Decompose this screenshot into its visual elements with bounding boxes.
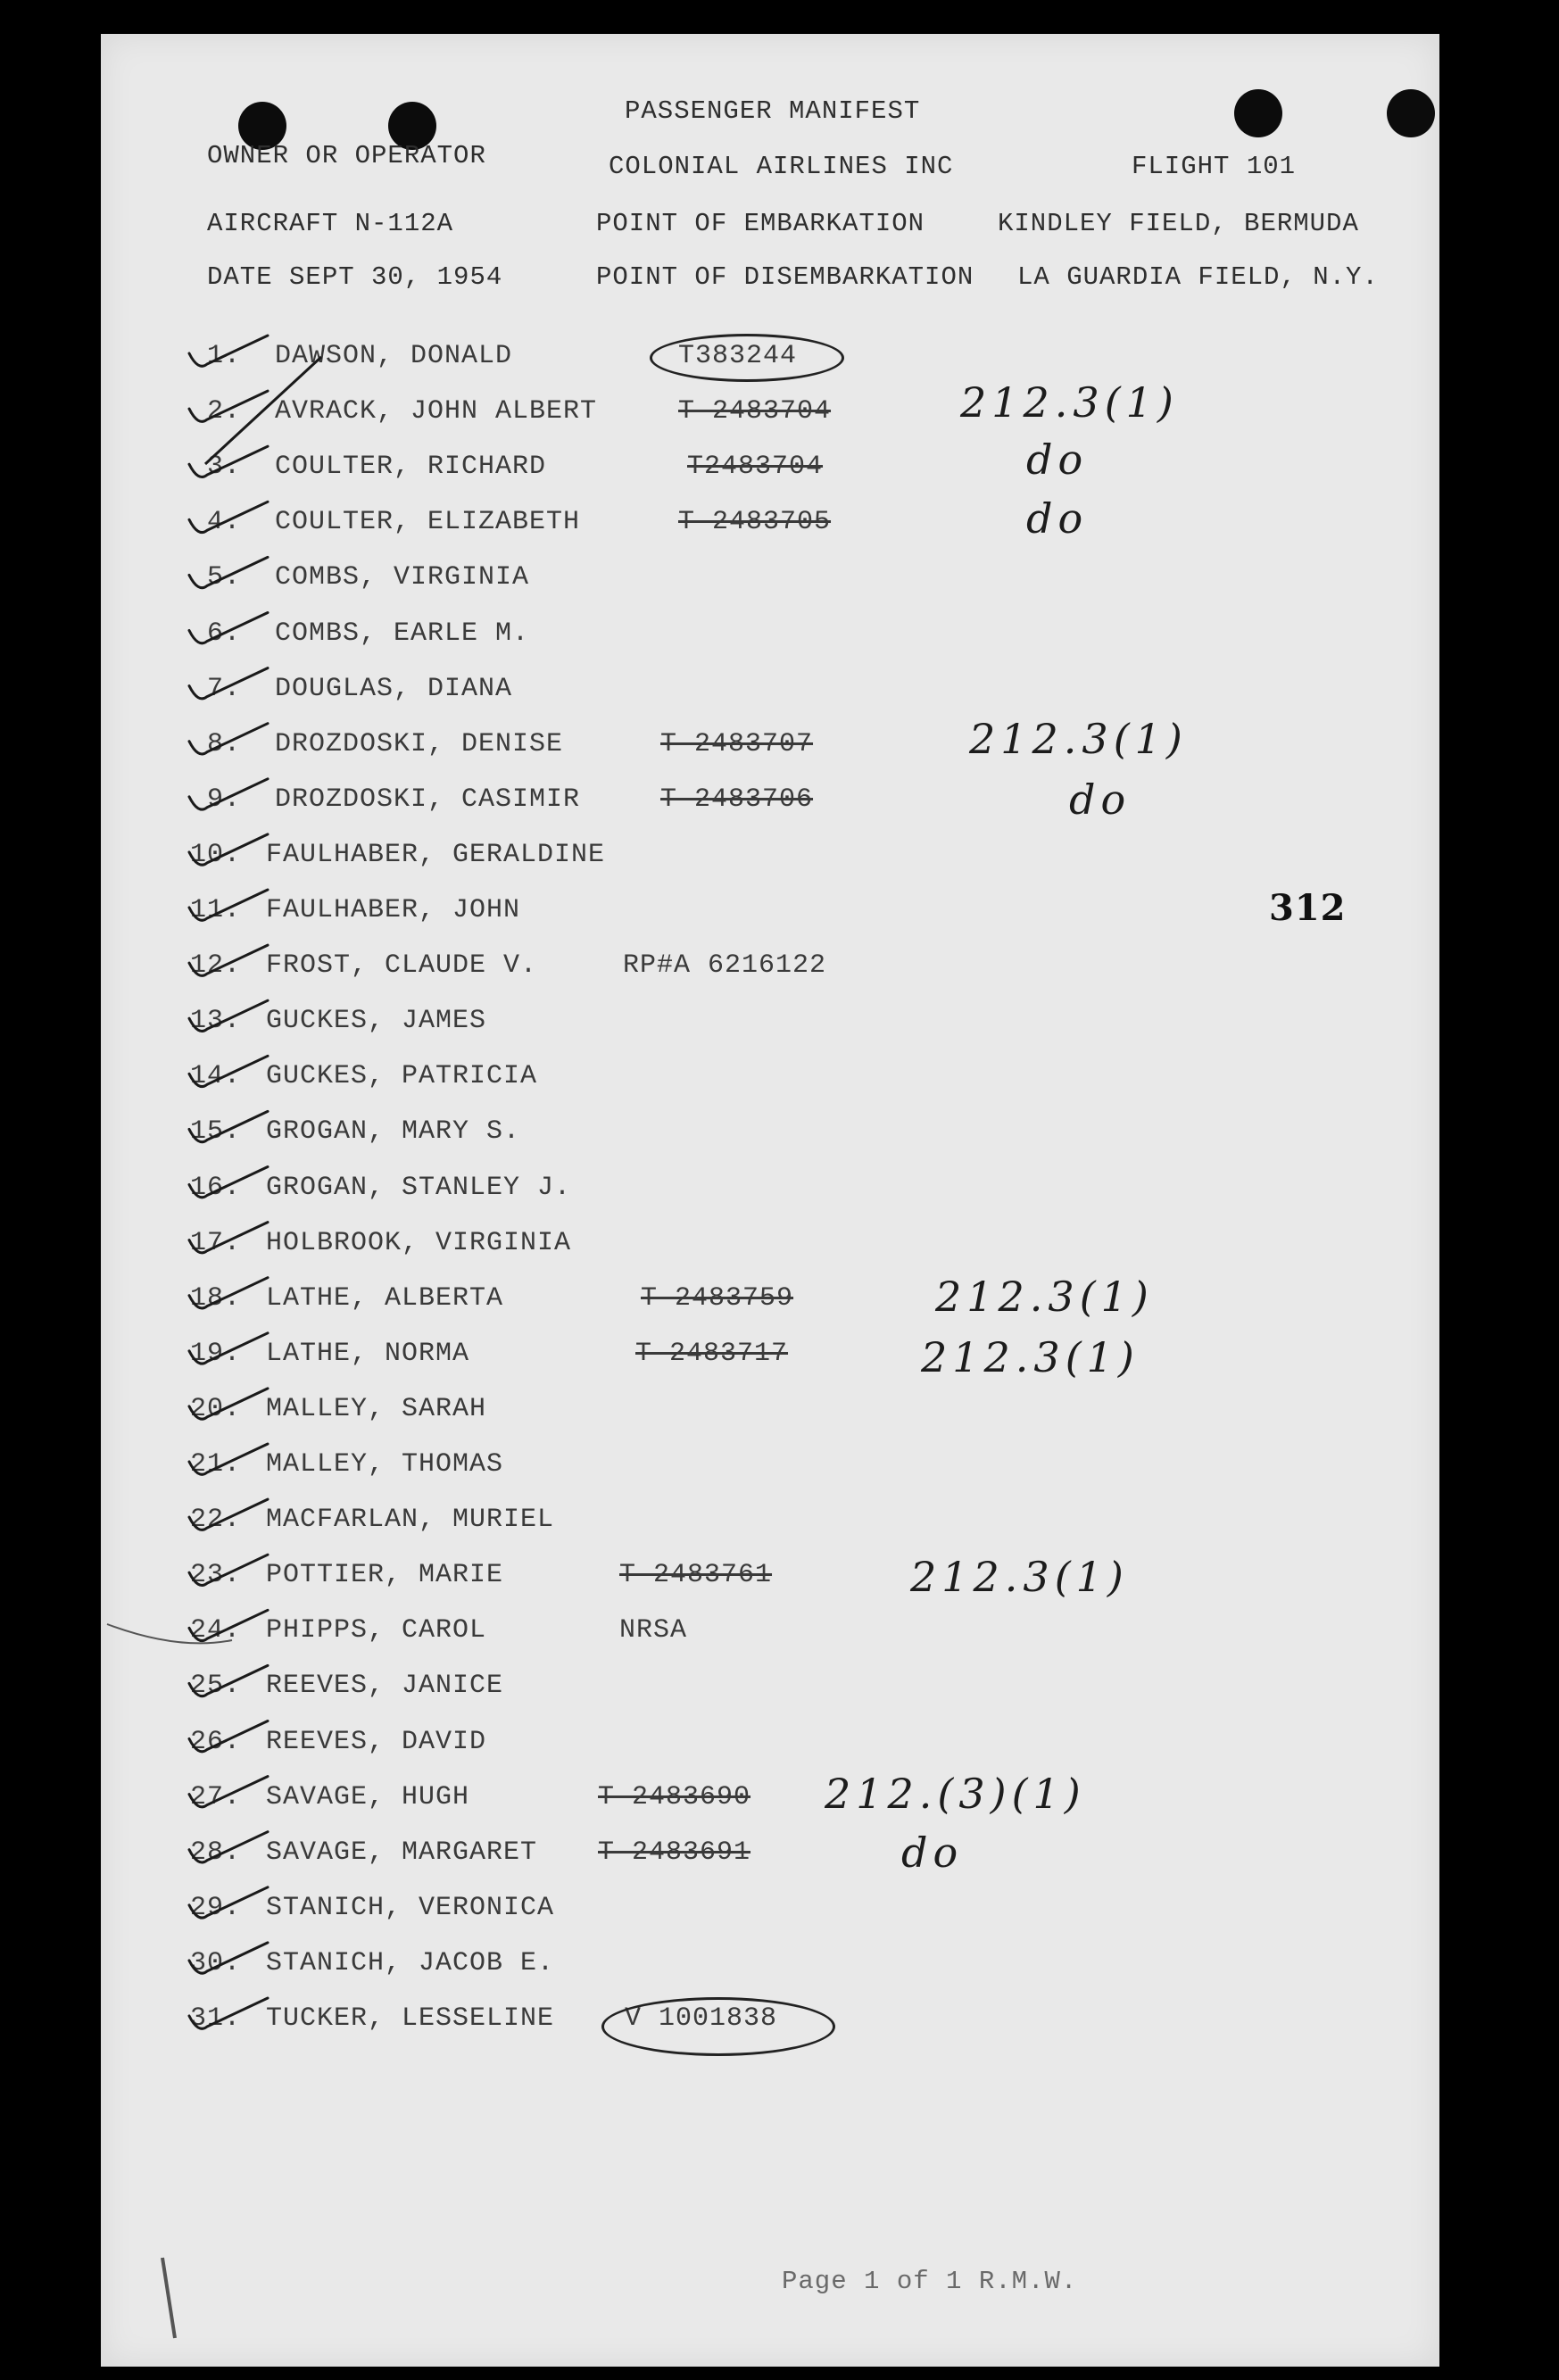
ticket-number: T 2483704 xyxy=(678,396,832,427)
passenger-name: TUCKER, LESSELINE xyxy=(266,2003,555,2034)
disembark-label: POINT OF DISEMBARKATION xyxy=(596,262,974,292)
passenger-name: AVRACK, JOHN ALBERT xyxy=(275,396,598,427)
check-mark-icon xyxy=(189,1444,268,1474)
row-number: 27. xyxy=(189,1781,241,1812)
ticket-number: T383244 xyxy=(678,341,798,371)
ticket-number: T2483704 xyxy=(687,452,824,483)
check-mark-icon xyxy=(189,779,268,809)
row-number: 8. xyxy=(206,728,241,759)
check-mark-icon xyxy=(189,1000,268,1031)
check-mark-icon xyxy=(189,1998,268,2028)
passenger-name: MALLEY, SARAH xyxy=(266,1393,487,1424)
check-mark-icon xyxy=(189,557,268,587)
passenger-name: STANICH, VERONICA xyxy=(266,1892,555,1923)
fold-mark xyxy=(162,2258,175,2338)
manifest-title: PASSENGER MANIFEST xyxy=(625,96,921,126)
check-mark-icon xyxy=(189,1777,268,1807)
check-mark-icon xyxy=(189,724,268,754)
row-number: 24. xyxy=(189,1615,241,1646)
row-number: 31. xyxy=(189,2003,241,2034)
passenger-name: HOLBROOK, VIRGINIA xyxy=(266,1227,572,1258)
row-number: 19. xyxy=(189,1338,241,1369)
passenger-name: PHIPPS, CAROL xyxy=(266,1615,487,1646)
row-number: 30. xyxy=(189,1947,241,1978)
check-mark-icon xyxy=(189,1721,268,1752)
passenger-name: DROZDOSKI, CASIMIR xyxy=(275,784,581,815)
owner-label: OWNER OR OPERATOR xyxy=(207,141,486,170)
passenger-name: GROGAN, STANLEY J. xyxy=(266,1172,572,1203)
page-number: 312 xyxy=(1269,887,1347,929)
passenger-name: STANICH, JACOB E. xyxy=(266,1947,555,1978)
passenger-name: FROST, CLAUDE V. xyxy=(266,950,538,982)
handwritten-note: 212.3(1) xyxy=(960,378,1179,427)
passenger-name: COMBS, EARLE M. xyxy=(275,618,530,649)
passenger-name: COULTER, RICHARD xyxy=(275,452,547,483)
ticket-number: T 2483761 xyxy=(619,1560,773,1591)
handwritten-note: do xyxy=(901,1828,964,1877)
ticket-number: T 2483690 xyxy=(598,1781,751,1812)
row-number: 10. xyxy=(189,839,241,870)
check-mark-icon xyxy=(189,446,268,477)
check-mark-icon xyxy=(189,834,268,865)
check-mark-icon xyxy=(189,1056,268,1086)
handwritten-note: 212.(3)(1) xyxy=(825,1769,1086,1818)
row-number: 29. xyxy=(189,1892,241,1923)
check-mark-icon xyxy=(189,1333,268,1364)
passenger-name: SAVAGE, MARGARET xyxy=(266,1837,538,1868)
passenger-name: POTTIER, MARIE xyxy=(266,1560,504,1591)
check-mark-icon xyxy=(189,1223,268,1253)
passenger-name: MACFARLAN, MURIEL xyxy=(266,1505,555,1536)
check-mark-icon xyxy=(189,1278,268,1308)
check-mark-icon xyxy=(189,668,268,699)
check-mark-icon xyxy=(189,613,268,643)
disembark-place: LA GUARDIA FIELD, N.Y. xyxy=(1017,262,1379,292)
embark-label: POINT OF EMBARKATION xyxy=(596,209,925,238)
passenger-name: COULTER, ELIZABETH xyxy=(275,507,581,538)
flight-number: FLIGHT 101 xyxy=(1132,152,1297,181)
handwritten-note: 212.3(1) xyxy=(921,1332,1140,1381)
check-mark-icon xyxy=(189,1887,268,1918)
passenger-name: GUCKES, JAMES xyxy=(266,1006,487,1037)
check-mark-icon xyxy=(189,336,268,366)
check-mark-icon xyxy=(189,890,268,920)
row-number: 11. xyxy=(189,895,241,925)
row-number: 4. xyxy=(206,507,241,538)
passenger-name: SAVAGE, HUGH xyxy=(266,1781,470,1812)
passenger-name: LATHE, NORMA xyxy=(266,1338,470,1369)
passenger-name: GUCKES, PATRICIA xyxy=(266,1061,538,1092)
ticket-number: RP#A 6216122 xyxy=(623,950,827,982)
row-number: 22. xyxy=(189,1505,241,1536)
row-number: 20. xyxy=(189,1393,241,1424)
passenger-name: REEVES, JANICE xyxy=(266,1671,504,1702)
row-number: 12. xyxy=(189,950,241,982)
check-mark-icon xyxy=(189,502,268,532)
handwritten-note: do xyxy=(1026,494,1089,543)
check-mark-icon xyxy=(189,1665,268,1696)
row-number: 15. xyxy=(189,1116,241,1148)
ticket-number: T 2483707 xyxy=(660,728,814,759)
embark-place: KINDLEY FIELD, BERMUDA xyxy=(998,209,1359,238)
check-mark-icon xyxy=(189,1555,268,1585)
passenger-name: FAULHABER, JOHN xyxy=(266,895,521,925)
row-number: 1. xyxy=(206,341,241,371)
row-number: 5. xyxy=(206,562,241,593)
stray-mark xyxy=(107,1624,232,1643)
row-number: 21. xyxy=(189,1449,241,1480)
passenger-name: COMBS, VIRGINIA xyxy=(275,562,530,593)
ticket-number: T 2483691 xyxy=(598,1837,751,1868)
ticket-number: T 2483706 xyxy=(660,784,814,815)
passenger-name: DAWSON, DONALD xyxy=(275,341,513,371)
row-number: 14. xyxy=(189,1061,241,1092)
row-number: 28. xyxy=(189,1837,241,1868)
check-mark-icon xyxy=(189,1832,268,1862)
row-number: 7. xyxy=(206,673,241,704)
handwritten-note: do xyxy=(1026,435,1089,485)
row-number: 13. xyxy=(189,1006,241,1037)
check-mark-icon xyxy=(189,945,268,975)
ticket-number: T 2483705 xyxy=(678,507,832,538)
ticket-number: V 1001838 xyxy=(625,2003,778,2034)
passenger-name: DOUGLAS, DIANA xyxy=(275,673,513,704)
handwritten-note: 212.3(1) xyxy=(910,1553,1129,1602)
operator-name: COLONIAL AIRLINES INC xyxy=(609,152,954,181)
row-number: 9. xyxy=(206,784,241,815)
check-mark-icon xyxy=(189,1167,268,1198)
passenger-name: FAULHABER, GERALDINE xyxy=(266,839,606,870)
check-mark-icon xyxy=(189,1389,268,1419)
passenger-name: REEVES, DAVID xyxy=(266,1726,487,1757)
aircraft: AIRCRAFT N-112A xyxy=(207,209,454,238)
ticket-number: T 2483759 xyxy=(641,1282,794,1314)
row-number: 16. xyxy=(189,1172,241,1203)
row-number: 6. xyxy=(206,618,241,649)
row-number: 3. xyxy=(206,452,241,483)
flight-date: DATE SEPT 30, 1954 xyxy=(207,262,503,292)
row-number: 26. xyxy=(189,1726,241,1757)
check-mark-icon xyxy=(189,1943,268,1973)
passenger-name: GROGAN, MARY S. xyxy=(266,1116,521,1148)
check-mark-icon xyxy=(189,1610,268,1640)
row-number: 25. xyxy=(189,1671,241,1702)
page-footer: Page 1 of 1 R.M.W. xyxy=(782,2267,1078,2296)
passenger-name: DROZDOSKI, DENISE xyxy=(275,728,564,759)
passenger-name: LATHE, ALBERTA xyxy=(266,1282,504,1314)
check-mark-icon xyxy=(189,1111,268,1141)
handwritten-note: 212.3(1) xyxy=(969,714,1188,763)
handwritten-note: 212.3(1) xyxy=(935,1272,1154,1321)
check-mark-icon xyxy=(189,1499,268,1530)
handwritten-note: do xyxy=(1069,775,1132,824)
row-number: 2. xyxy=(206,396,241,427)
row-number: 17. xyxy=(189,1227,241,1258)
row-number: 23. xyxy=(189,1560,241,1591)
passenger-name: MALLEY, THOMAS xyxy=(266,1449,504,1480)
ticket-number: NRSA xyxy=(619,1615,688,1646)
row-number: 18. xyxy=(189,1282,241,1314)
ticket-number: T 2483717 xyxy=(635,1338,789,1369)
